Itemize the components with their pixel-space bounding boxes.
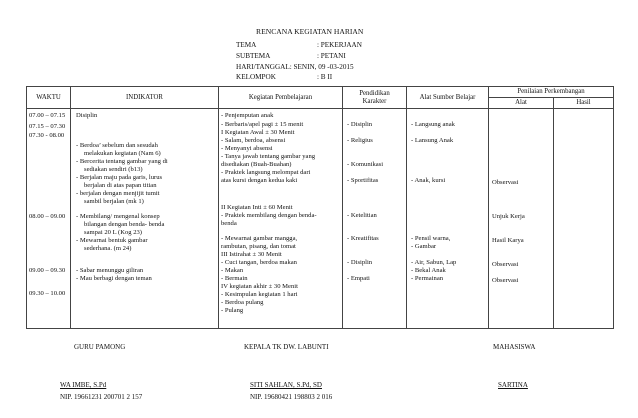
col-header-pendidikan: Pendidikan Karakter (343, 87, 407, 109)
kegiatan-line: - Pulang (221, 307, 244, 314)
penilaian-item: Observasi (492, 261, 519, 268)
pendidikan-cell (343, 109, 407, 329)
indikator-line: berjalan di atas papan titian (84, 182, 157, 189)
alat-item: - Permainan (411, 275, 444, 282)
penilaian-item: Observasi (492, 179, 519, 186)
col-header-hasil: Hasil (554, 98, 614, 109)
table-body-row (27, 109, 614, 329)
kegiatan-line: - Tanya jawab tentang gambar yang (221, 153, 316, 160)
kegiatan-line: - Praktek langsung melompat dari (221, 169, 311, 176)
pendidikan-item: - Disiplin (347, 121, 373, 128)
kegiatan-line: - Praktek membilang dengan benda- (221, 212, 317, 219)
table-header-row (27, 87, 614, 98)
pendidikan-item: - Disiplin (347, 259, 373, 266)
document-title: RENCANA KEGIATAN HARIAN (256, 27, 364, 36)
indikator-line: Disiplin (76, 112, 98, 119)
penilaian-item: Observasi (492, 277, 519, 284)
header-label-tema: TEMA (236, 41, 257, 49)
kegiatan-line: - Berdoa pulang (221, 299, 264, 306)
indikator-line: - Mewarnai bentuk gambar (76, 237, 148, 244)
pendidikan-item: - Ketelitian (347, 212, 377, 219)
kegiatan-line: atas kursi dengan kedua kaki (221, 177, 298, 184)
col-header-alat: Alat (489, 98, 554, 109)
penilaian-item: Unjuk Kerja (492, 213, 525, 220)
alat-item: - Anak, kursi (411, 177, 446, 184)
penilaian-alat-cell (489, 109, 554, 329)
penilaian-hasil-cell (554, 109, 614, 329)
waktu-item: 07.15 – 07.30 (29, 123, 66, 130)
kegiatan-line: rambutan, pisang, dan tomat (221, 243, 296, 250)
kegiatan-line: benda (221, 220, 237, 227)
waktu-item: 09.30 – 10.00 (29, 290, 66, 297)
indikator-cell (71, 109, 219, 329)
indikator-line: - Membilang/ mengenal konsep (76, 213, 160, 220)
activity-table (26, 86, 614, 329)
waktu-item: 09.00 – 09.30 (29, 267, 66, 274)
signature-role-kepala: KEPALA TK DW. LABUNTI (244, 343, 329, 351)
col-header-penilaian: Penilaian Perkembangan (489, 87, 614, 98)
kegiatan-line: disediakan (Buah-Buahan) (221, 161, 292, 168)
signature-nip-kepala: NIP. 19680421 198803 2 016 (250, 393, 333, 401)
pendidikan-item: - Komunikasi (347, 161, 384, 168)
kegiatan-line: - Salam, berdoa, absensi (221, 137, 286, 144)
signature-nip-guru: NIP. 19661231 200701 2 157 (60, 393, 143, 401)
header-label-kelompok: KELOMPOK (236, 73, 276, 81)
kegiatan-line: - Kesimpulan kegiatan 1 hari (221, 291, 298, 298)
kegiatan-line: - Makan (221, 267, 244, 274)
col-header-alat-sumber: Alat Sumber Belajar (407, 87, 489, 109)
alat-sumber-cell (407, 109, 489, 329)
pendidikan-item: - Sportifitas (347, 177, 379, 184)
kegiatan-line: IV kegiatan akhir ± 30 Menit (221, 283, 298, 290)
alat-item: - Air, Sabun, Lap (411, 259, 457, 266)
header-value-kelompok: : B II (317, 73, 333, 81)
indikator-line: - berjalan dengan menjijit tumit (76, 190, 160, 197)
indikator-line: - Berdoa’ sebelum dan sesudah (76, 142, 158, 149)
alat-item: - Lansung Anak (411, 137, 454, 144)
indikator-line: - Berjalan maju pada garis, lurus (76, 174, 163, 181)
kegiatan-line: - Berbaris/apel pagi ± 15 menit (221, 121, 304, 128)
indikator-line: - Sabar menunggu giliran (76, 267, 144, 274)
penilaian-item: Hasil Karya (492, 237, 524, 244)
header-value-tema: : PEKERJAAN (317, 41, 362, 49)
signature-name-guru: WA IMBE, S.Pd (60, 381, 107, 389)
indikator-line: sambil berjalan (mk 1) (84, 198, 144, 205)
indikator-line: melakukan kegiatan (Nam 6) (84, 150, 161, 157)
indikator-line: sampai 20 L (Kog 23) (84, 229, 142, 236)
kegiatan-line: - Mewarnai gambar mangga, (221, 235, 298, 242)
waktu-item: 07.30 - 08.00 (29, 132, 65, 139)
pendidikan-item: - Religius (347, 137, 373, 144)
col-header-indikator: INDIKATOR (71, 87, 219, 109)
signature-role-mahasiswa: MAHASISWA (493, 343, 536, 351)
kegiatan-line: I Kegiatan Awal ± 30 Menit (221, 129, 295, 136)
signature-role-guru: GURU PAMONG (74, 343, 126, 351)
pendidikan-item: - Kreatifitas (347, 235, 379, 242)
indikator-line: - Bercerita tentang gambar yang di (76, 158, 168, 165)
alat-item: - Langsung anak (411, 121, 455, 128)
header-label-hari: HARI/TANGGAL: SENIN, 09 -03-2015 (236, 63, 354, 71)
indikator-line: - Mau berbagi dengan teman (76, 275, 152, 282)
waktu-item: 08.00 – 09.00 (29, 213, 66, 220)
indikator-line: sediakan sendiri (b13) (84, 166, 143, 173)
kegiatan-line: - Menyanyi absensi (221, 145, 273, 152)
kegiatan-line: - Cuci tangan, berdoa makan (221, 259, 297, 266)
header-value-subtema: : PETANI (317, 52, 346, 60)
alat-item: - Bekal Anak (411, 267, 446, 274)
indikator-line: sederhana. (m 24) (84, 245, 132, 252)
header-label-subtema: SUBTEMA (236, 52, 271, 60)
col-header-waktu: WAKTU (27, 87, 71, 109)
signature-name-kepala: SITI SAHLAN, S.Pd, SD (250, 381, 322, 389)
pendidikan-item: - Empati (347, 275, 370, 282)
alat-item: - Pensil warna, (411, 235, 451, 242)
kegiatan-line: III Istirahat ± 30 Menit (221, 251, 282, 258)
col-header-kegiatan: Kegiatan Pembelajaran (219, 87, 343, 109)
kegiatan-line: - Penjemputan anak (221, 112, 274, 119)
kegiatan-line: - Bermain (221, 275, 248, 282)
waktu-cell (27, 109, 71, 329)
alat-item: - Gambar (411, 243, 437, 250)
indikator-line: bilangan dengan benda- benda (84, 221, 165, 228)
waktu-item: 07.00 – 07.15 (29, 112, 66, 119)
kegiatan-line: II Kegiatan Inti ± 60 Menit (221, 204, 293, 211)
kegiatan-cell (219, 109, 343, 329)
signature-name-mahasiswa: SARTINA (498, 381, 528, 389)
